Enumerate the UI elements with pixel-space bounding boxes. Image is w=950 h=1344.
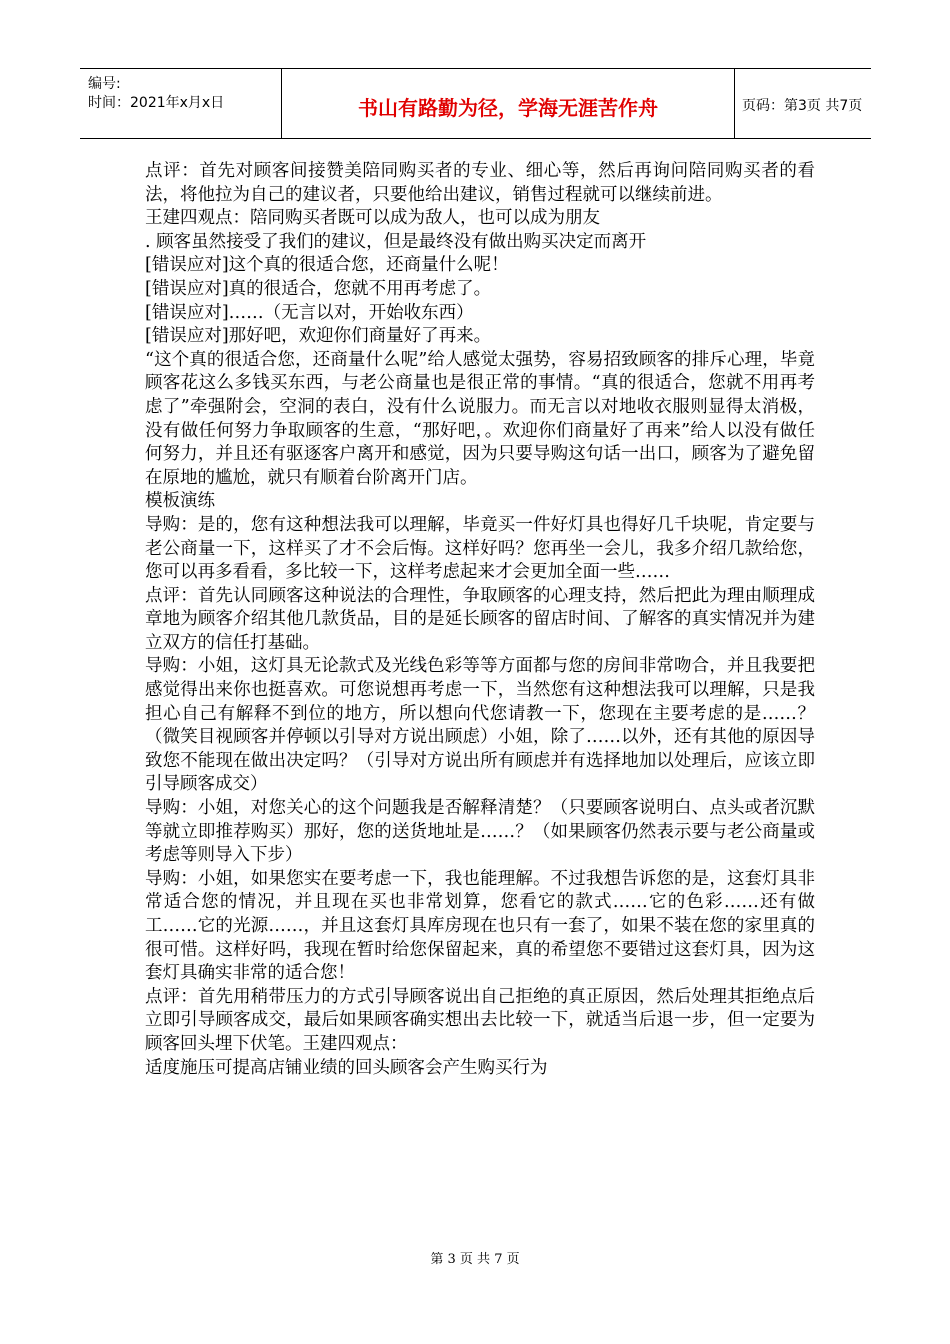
paragraph: 模板演练 [145, 491, 215, 512]
header-table [80, 68, 871, 139]
paragraph: 王建四观点：陪同购买者既可以成为敌人，也可以成为朋友 [145, 208, 600, 229]
paragraph: “这个真的很适合您，还商量什么呢”给人感觉太强势，容易招致顾客的排斥心理，毕竟顾客花这么多钱买东西，与老公商量也是很正常的事情。“真的很适合，您就不用再考虑了”牵强附会，空洞的表白，没有什么说服力。而无言以对地收衣服则显得太消极，没有做任何努力争取顾客的生意，“那好吧，。欢迎你们商量好了再来”给人以没有做任何努力，并且还有驱逐客户离开和感觉，因为只要导购这句话一出口，顾客为了避免留在原地的尴尬，就只有顺着台阶离开门店。 [145, 349, 815, 488]
paragraph: 导购：是的，您有这种想法我可以理解，毕竟买一件好灯具也得好几千块呢，肯定要与老公商量一下，这样买了才不会后悔。这样好吗？您再坐一会儿，我多介绍几款给您，您可以再多看看，多比较一下，这样考虑起来才会更加全面一些…… [145, 514, 815, 583]
paragraph: 导购：小姐，这灯具无论款式及光线色彩等等方面都与您的房间非常吻合，并且我要把感觉得出来你也挺喜欢。可您说想再考虑一下，当然您有这种想法我可以理解，只是我担心自己有解释不到位的地方，所以想向代您请教一下，您现在主要考虑的是……？（微笑目视顾客并停顿以引导对方说出顾虑）小姐，除了……以外，还有其他的原因导致您不能现在做出决定吗？（引导对方说出所有顾虑并有选择地加以处理后，应该立即引导顾客成交） [145, 656, 815, 795]
paragraph: . 顾客虽然接受了我们的建议，但是最终没有做出购买决定而离开 [145, 231, 647, 252]
paragraph: 点评：首先用稍带压力的方式引导顾客说出自己拒绝的真正原因，然后处理其拒绝点后立即引导顾客成交，最后如果顾客确实想出去比较一下，就适当后退一步，但一定要为顾客回头埋下伏笔。王建四观点： [145, 986, 815, 1054]
header-motto-cell [281, 69, 735, 138]
document-number-label: 编号: [88, 76, 121, 92]
paragraph: 导购：小姐，对您关心的这个问题我是否解释清楚？（只要顾客说明白、点头或者沉默等就立即推荐购买）那好，您的送货地址是……？（如果顾客仍然表示要与老公商量或考虑等则导入下步） [145, 798, 815, 866]
paragraph: [错误应对]真的很适合，您就不用再考虑了。 [145, 278, 492, 299]
paragraph: [错误应对]……（无言以对，开始收东西） [145, 302, 474, 323]
paragraph: [错误应对]那好吧，欢迎你们商量好了再来。 [145, 326, 492, 347]
header-meta-cell [80, 69, 280, 138]
document-date-label: 时间：2021年x月x日 [88, 95, 225, 111]
body-text [145, 160, 815, 1080]
header-motto: 书山有路勤为径，学海无涯苦作舟 [358, 96, 658, 120]
paragraph: 点评：首先对顾客间接赞美陪同购买者的专业、细心等，然后再询问陪同购买者的看法，将他拉为自己的建议者，只要他给出建议，销售过程就可以继续前进。 [145, 161, 815, 205]
header-page-number: 页码：第3页 共7页 [742, 98, 863, 114]
paragraph: 适度施压可提高店铺业绩的回头顾客会产生购买行为 [145, 1057, 548, 1078]
paragraph: 点评：首先认同顾客这种说法的合理性，争取顾客的心理支持，然后把此为理由顺理成章地为顾客介绍其他几款货品，目的是延长顾客的留店时间、了解客的真实情况并为建立双方的信任打基础。 [145, 585, 815, 653]
paragraph: 导购：小姐，如果您实在要考虑一下，我也能理解。不过我想告诉您的是，这套灯具非常适合您的情况，并且现在买也非常划算，您看它的款式……它的色彩……还有做工……它的光源……，并且这套灯具库房现在也只有一套了，如果不装在您的家里真的很可惜。这样好吗，我现在暂时给您保留起来，真的希望您不要错过这套灯具，因为这套灯具确实非常的适合您！ [145, 868, 815, 984]
paragraph: [错误应对]这个真的很适合您，还商量什么呢！ [145, 255, 509, 276]
header-page-cell [734, 69, 871, 138]
page-footer: 第 3 页 共 7 页 [430, 1252, 520, 1267]
